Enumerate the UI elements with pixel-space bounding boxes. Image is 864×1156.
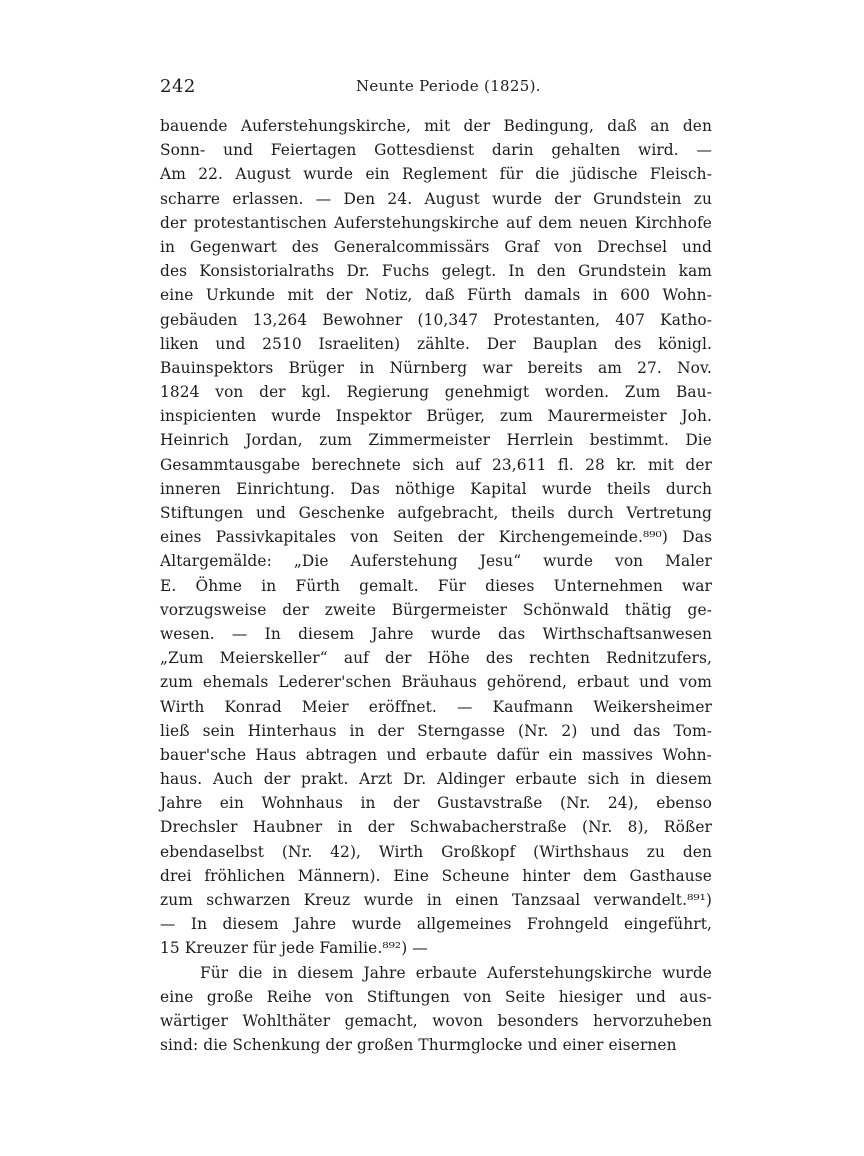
text-line: — In diesem Jahre wurde allgemeines Frohngeld eingeführt, [160, 915, 712, 934]
text-line: bauende Auferstehungskirche, mit der Bedingung, daß an den [160, 117, 712, 135]
text-line: „Zum Meierskeller“ auf der Höhe des rechten Rednitzufers, [160, 649, 712, 668]
text-line: ließ sein Hinterhaus in der Sterngasse (Nr. 2) und das Tom- [160, 721, 712, 740]
text-line: bauer'sche Haus abtragen und erbaute dafür ein massives Wohn- [160, 745, 712, 764]
text-line: Heinrich Jordan, zum Zimmermeister Herrlein bestimmt. Die [160, 431, 712, 450]
text-line: Drechsler Haubner in der Schwabacherstraße (Nr. 8), Rößer [160, 818, 712, 837]
text-line: gebäuden 13,264 Bewohner (10,347 Protestanten, 407 Katho- [160, 310, 712, 329]
text-line: zum ehemals Lederer'schen Bräuhaus gehörend, erbaut und vom [160, 673, 712, 692]
text-line: Am 22. August wurde ein Reglement für die jüdische Fleisch- [160, 165, 712, 184]
text-line: ebendaselbst (Nr. 42), Wirth Großkopf (Wirthshaus zu den [160, 842, 712, 861]
text-line: vorzugsweise der zweite Bürgermeister Schönwald thätig ge- [160, 600, 712, 619]
page-header [160, 76, 712, 100]
text-line: zum schwarzen Kreuz wurde in einen Tanzsaal verwandelt.⁸⁹¹) [160, 891, 712, 909]
body-text [160, 114, 712, 1057]
text-line: Gesammtausgabe berechnete sich auf 23,611 fl. 28 kr. mit der [160, 455, 712, 474]
text-line: Stiftungen und Geschenke aufgebracht, theils durch Vertretung [160, 504, 712, 522]
text-line: 1824 von der kgl. Regierung genehmigt worden. Zum Bau- [160, 383, 712, 402]
text-line: Wirth Konrad Meier eröffnet. — Kaufmann Weikersheimer [160, 697, 712, 716]
text-line: drei fröhlichen Männern). Eine Scheune hinter dem Gasthause [160, 866, 712, 885]
text-line: inspicienten wurde Inspektor Brüger, zum Maurermeister Joh. [160, 407, 712, 426]
text-line: scharre erlassen. — Den 24. August wurde der Grundstein zu [160, 189, 712, 208]
text-line: Altargemälde: „Die Auferstehung Jesu“ wurde von Maler [160, 552, 712, 571]
text-line: eine Urkunde mit der Notiz, daß Fürth damals in 600 Wohn- [160, 286, 712, 305]
text-line: eines Passivkapitales von Seiten der Kirchengemeinde.⁸⁹⁰) Das [160, 528, 712, 547]
text-line: des Konsistorialraths Dr. Fuchs gelegt. In den Grundstein kam [160, 262, 712, 281]
text-line: wesen. — In diesem Jahre wurde das Wirthschaftsanwesen [160, 624, 712, 643]
text-line: eine große Reihe von Stiftungen von Seite hiesiger und aus- [160, 987, 712, 1006]
paragraph [160, 961, 712, 1058]
text-line: Bauinspektors Brüger in Nürnberg war bereits am 27. Nov. [160, 358, 712, 377]
text-line: 15 Kreuzer für jede Familie.⁸⁹²) — [160, 939, 428, 958]
text-line: Sonn- und Feiertagen Gottesdienst darin gehalten wird. — [160, 141, 712, 160]
text-line: sind: die Schenkung der großen Thurmglocke und einer eisernen [160, 1036, 677, 1055]
text-line: der protestantischen Auferstehungskirche auf dem neuen Kirchhofe [160, 213, 712, 232]
text-line: wärtiger Wohlthäter gemacht, wovon besonders hervorzuheben [160, 1011, 712, 1030]
text-line: Jahre ein Wohnhaus in der Gustavstraße (Nr. 24), ebenso [160, 794, 712, 813]
running-title: Neunte Periode (1825). [356, 77, 541, 95]
text-line: E. Öhme in Fürth gemalt. Für dieses Unternehmen war [160, 576, 712, 595]
text-line: inneren Einrichtung. Das nöthige Kapital wurde theils durch [160, 479, 712, 498]
text-line: in Gegenwart des Generalcommissärs Graf von Drechsel und [160, 237, 712, 256]
page-number: 242 [160, 76, 196, 97]
text-line: haus. Auch der prakt. Arzt Dr. Aldinger erbaute sich in diesem [160, 770, 712, 789]
text-line: Für die in diesem Jahre erbaute Auferstehungskirche wurde [200, 963, 712, 982]
paragraph [160, 114, 712, 961]
text-line: liken und 2510 Israeliten) zählte. Der Bauplan des königl. [160, 334, 712, 353]
